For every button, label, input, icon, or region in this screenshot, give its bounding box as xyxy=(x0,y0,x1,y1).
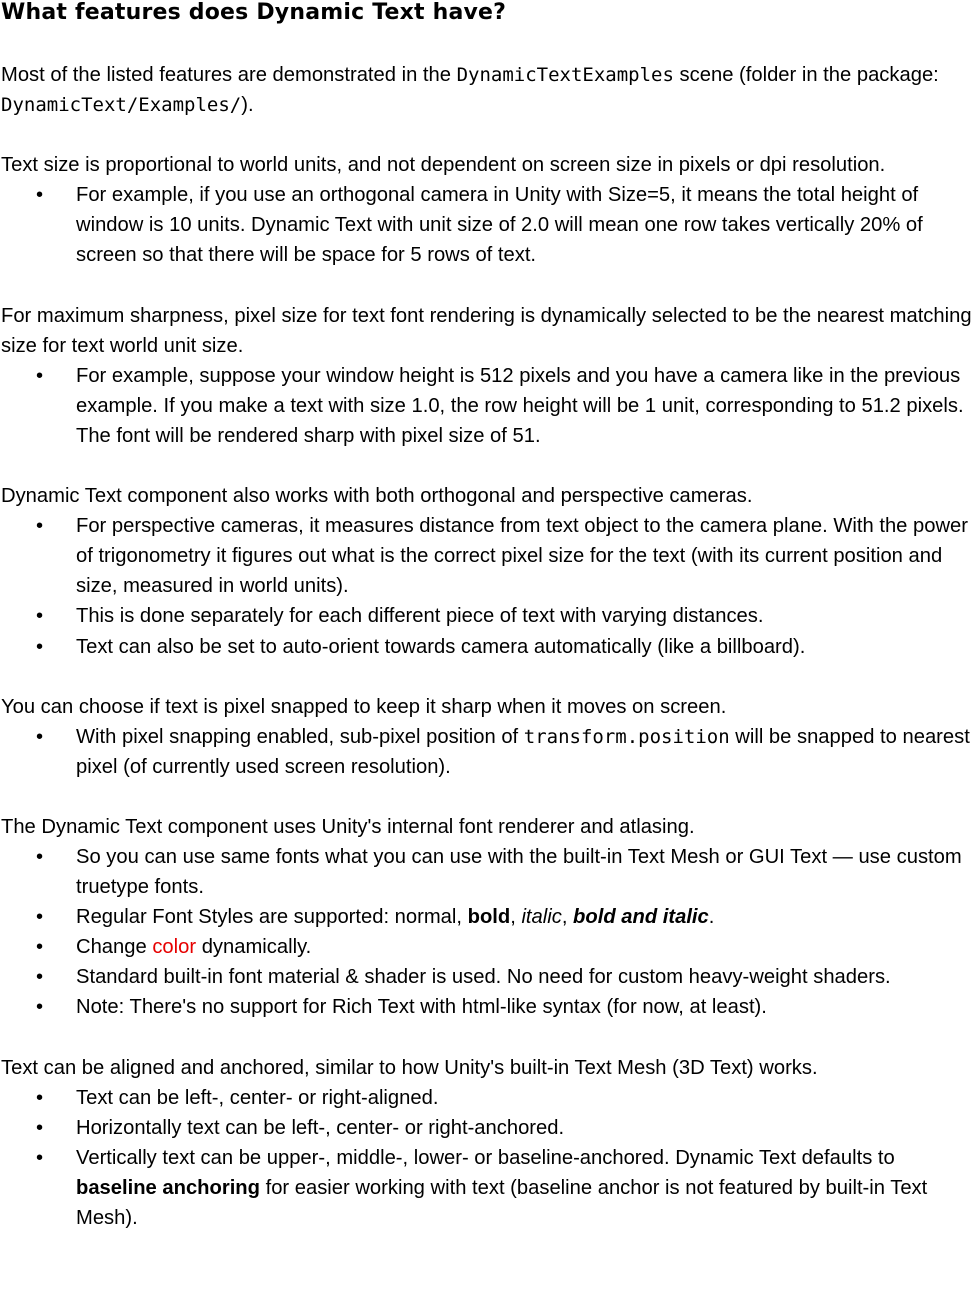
bullet-list xyxy=(1,842,972,1023)
list-item xyxy=(1,1143,972,1233)
color-sample: color xyxy=(152,936,197,959)
bullet-icon: • xyxy=(36,845,44,868)
list-item-text: for easier working with text (baseline anchor is not featured by built-in Text Mesh). xyxy=(76,1176,928,1229)
list-item-text: Change xyxy=(76,936,153,959)
bold-sample: bold xyxy=(467,906,511,929)
list-item-text: Vertically text can be upper-, middle-, lower- or baseline-anchored. Dynamic Text defaults to xyxy=(76,1146,895,1169)
list-item xyxy=(1,992,972,1022)
list-item xyxy=(1,632,972,662)
section-lead-pixel-snapping: You can choose if text is pixel snapped to keep it sharp when it moves on screen. xyxy=(1,695,727,718)
list-item xyxy=(1,1083,972,1113)
list-item xyxy=(1,962,972,992)
code-transform-position: transform.position xyxy=(523,725,730,748)
bullet-list xyxy=(1,1083,972,1233)
list-item-text: Text can also be set to auto-orient towards camera automatically (like a billboard). xyxy=(76,635,806,658)
intro-text: ). xyxy=(241,94,254,117)
code-scene-name: DynamicTextExamples xyxy=(456,64,674,86)
bullet-icon: • xyxy=(36,725,44,748)
bullet-icon: • xyxy=(36,1146,44,1169)
code-folder-path: DynamicText/Examples/ xyxy=(1,94,242,117)
separator: . xyxy=(708,906,715,929)
intro-text: scene (folder in the package: xyxy=(673,64,939,86)
list-item-text: For example, suppose your window height is 512 pixels and you have a camera like in the previous example. If you make a text with size 1.0, the row height will be 1 unit, corresponding to 51.2 pixels. The font will be rendered sharp with pixel size of 51. xyxy=(76,364,964,447)
list-item-text: For example, if you use an orthogonal camera in Unity with Size=5, it means the total height of window is 10 units. Dynamic Text with unit size of 2.0 will mean one row takes vertically 20% of screen so that there will be space for 5 rows of text. xyxy=(76,184,923,267)
list-item xyxy=(1,601,972,631)
list-item-text: Text can be left-, center- or right-aligned. xyxy=(76,1086,439,1109)
bullet-icon: • xyxy=(36,1086,44,1109)
list-item-text: Standard built-in font material & shader is used. No need for custom heavy-weight shaders. xyxy=(76,966,891,989)
section-lead-font-renderer: The Dynamic Text component uses Unity's internal font renderer and atlasing. xyxy=(1,815,695,838)
section-lead-alignment: Text can be aligned and anchored, similar to how Unity's built-in Text Mesh (3D Text) works. xyxy=(1,1056,818,1079)
list-item-text: Horizontally text can be left-, center- or right-anchored. xyxy=(76,1116,565,1139)
list-item-text: With pixel snapping enabled, sub-pixel position of xyxy=(76,725,524,748)
bullet-icon: • xyxy=(36,996,44,1019)
list-item-text: will be snapped to nearest pixel (of currently used screen resolution). xyxy=(76,725,970,778)
separator: , xyxy=(510,906,522,929)
bullet-list xyxy=(1,180,972,270)
list-item xyxy=(1,1113,972,1143)
intro-text: Most of the listed features are demonstrated in the xyxy=(1,64,457,86)
separator: , xyxy=(561,906,574,929)
bullet-list xyxy=(1,511,972,661)
list-item xyxy=(1,180,972,270)
bullet-list xyxy=(1,722,972,782)
list-item-text: Note: There's no support for Rich Text with html-like syntax (for now, at least). xyxy=(76,996,767,1019)
list-item-text: Regular Font Styles are supported: normal, xyxy=(76,906,468,929)
list-item xyxy=(1,902,972,932)
bullet-icon: • xyxy=(36,1116,44,1139)
section-lead-sharpness: For maximum sharpness, pixel size for text font rendering is dynamically selected to be the nearest matching size for text world unit size. xyxy=(1,304,972,357)
list-item-text: For perspective cameras, it measures distance from text object to the camera plane. With the power of trigonometry it figures out what is the correct pixel size for the text (with its current position and size, measured in world units). xyxy=(76,515,969,598)
intro-paragraph xyxy=(1,60,972,120)
list-item xyxy=(1,511,972,601)
list-item xyxy=(1,842,972,902)
list-item-text: This is done separately for each different piece of text with varying distances. xyxy=(76,605,764,628)
list-item xyxy=(1,722,972,782)
bullet-list xyxy=(1,361,972,451)
bullet-icon: • xyxy=(36,184,44,207)
section-lead-cameras: Dynamic Text component also works with both orthogonal and perspective cameras. xyxy=(1,485,753,508)
bullet-icon: • xyxy=(36,515,44,538)
list-item-text: So you can use same fonts what you can use with the built-in Text Mesh or GUI Text — use custom truetype fonts. xyxy=(76,845,962,899)
bullet-icon: • xyxy=(36,364,44,387)
baseline-anchoring-emphasis: baseline anchoring xyxy=(76,1176,260,1199)
list-item xyxy=(1,361,972,451)
list-item-text: dynamically. xyxy=(196,936,312,959)
bullet-icon: • xyxy=(36,605,44,628)
bold-italic-sample: bold and italic xyxy=(573,906,709,929)
bullet-icon: • xyxy=(36,936,44,959)
bullet-icon: • xyxy=(36,906,44,929)
bullet-icon: • xyxy=(36,635,44,658)
document xyxy=(1,0,972,1233)
page-title: What features does Dynamic Text have? xyxy=(1,0,507,25)
italic-sample: italic xyxy=(521,906,562,929)
section-lead-text-size: Text size is proportional to world units, and not dependent on screen size in pixels or dpi resolution. xyxy=(1,154,886,177)
bullet-icon: • xyxy=(36,966,44,989)
list-item xyxy=(1,932,972,962)
